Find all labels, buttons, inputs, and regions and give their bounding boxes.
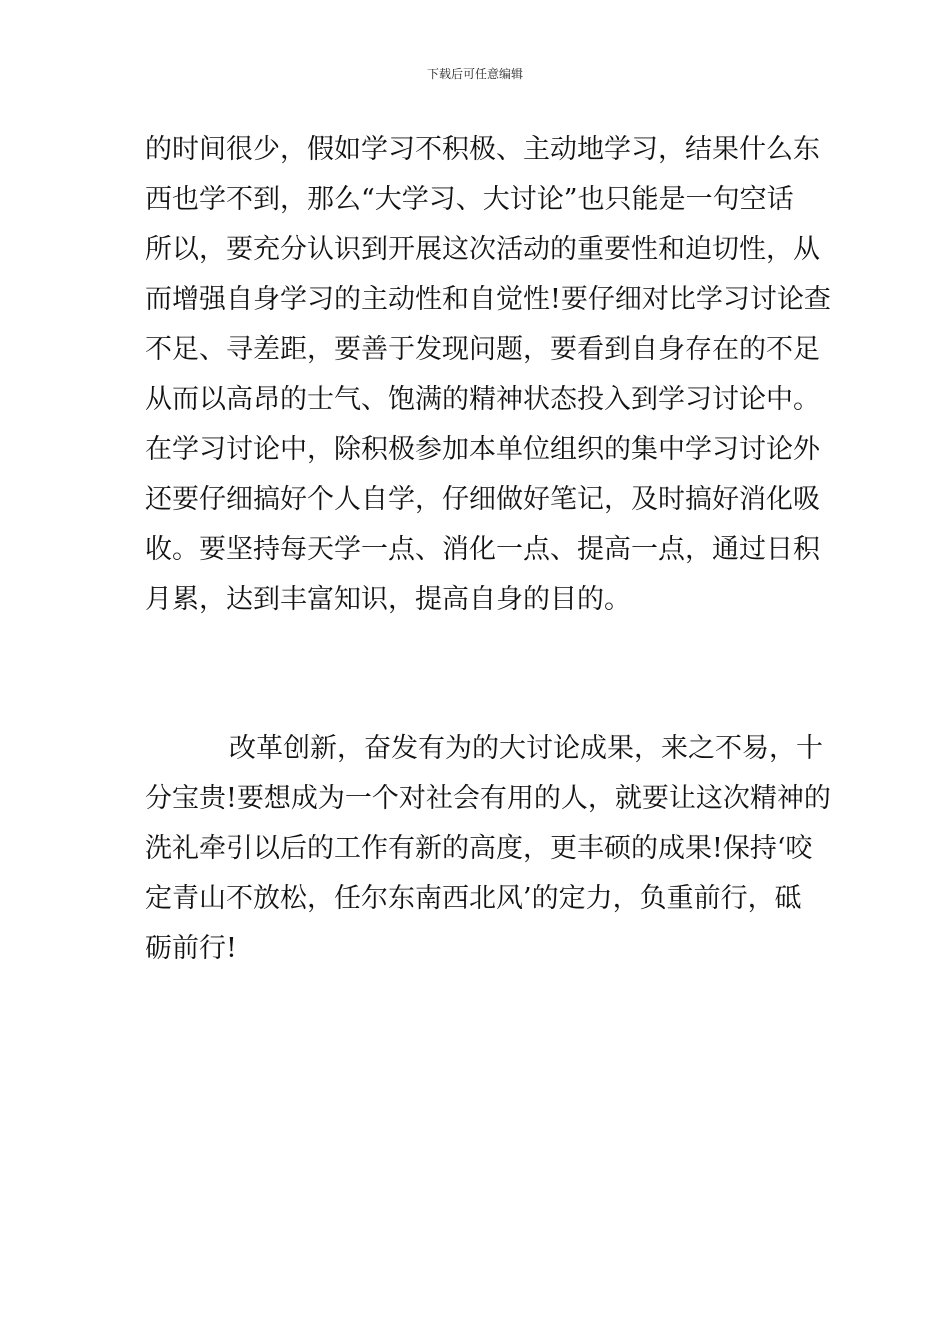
text-line: 还要仔细搞好个人自学，仔细做好笔记，及时搞好消化吸 bbox=[145, 484, 820, 515]
text-line: 改革创新，奋发有为的大讨论成果，来之不易，十 bbox=[229, 733, 823, 764]
text-line: 砺前行! bbox=[145, 933, 237, 964]
paragraph-2 bbox=[145, 724, 831, 974]
text-line: 所以，要充分认识到开展这次活动的重要性和迫切性，从 bbox=[145, 234, 820, 265]
text-line: 西也学不到，那么“大学习、大讨论”也只能是一句空话 bbox=[145, 184, 794, 215]
text-line: 月累，达到丰富知识，提高自身的目的。 bbox=[145, 584, 631, 615]
text-line: 定青山不放松，任尔东南西北风’的定力，负重前行，砥 bbox=[145, 883, 802, 914]
text-line: 分宝贵!要想成为一个对社会有用的人，就要让这次精神的 bbox=[145, 783, 831, 814]
text-line: 不足、寻差距，要善于发现问题，要看到自身存在的不足 bbox=[145, 334, 820, 365]
text-line: 洗礼牵引以后的工作有新的高度，更丰硕的成果!保持‘咬 bbox=[145, 833, 813, 864]
text-line: 的时间很少，假如学习不积极、主动地学习，结果什么东 bbox=[145, 134, 820, 165]
text-line: 收。要坚持每天学一点、消化一点、提高一点，通过日积 bbox=[145, 534, 820, 565]
text-line: 而增强自身学习的主动性和自觉性!要仔细对比学习讨论查 bbox=[145, 284, 831, 315]
page-header: 下载后可任意编辑 bbox=[426, 67, 523, 81]
text-line: 在学习讨论中，除积极参加本单位组织的集中学习讨论外 bbox=[145, 434, 820, 465]
text-line: 从而以高昂的士气、饱满的精神状态投入到学习讨论中。 bbox=[145, 384, 820, 415]
paragraph-1 bbox=[145, 125, 831, 625]
